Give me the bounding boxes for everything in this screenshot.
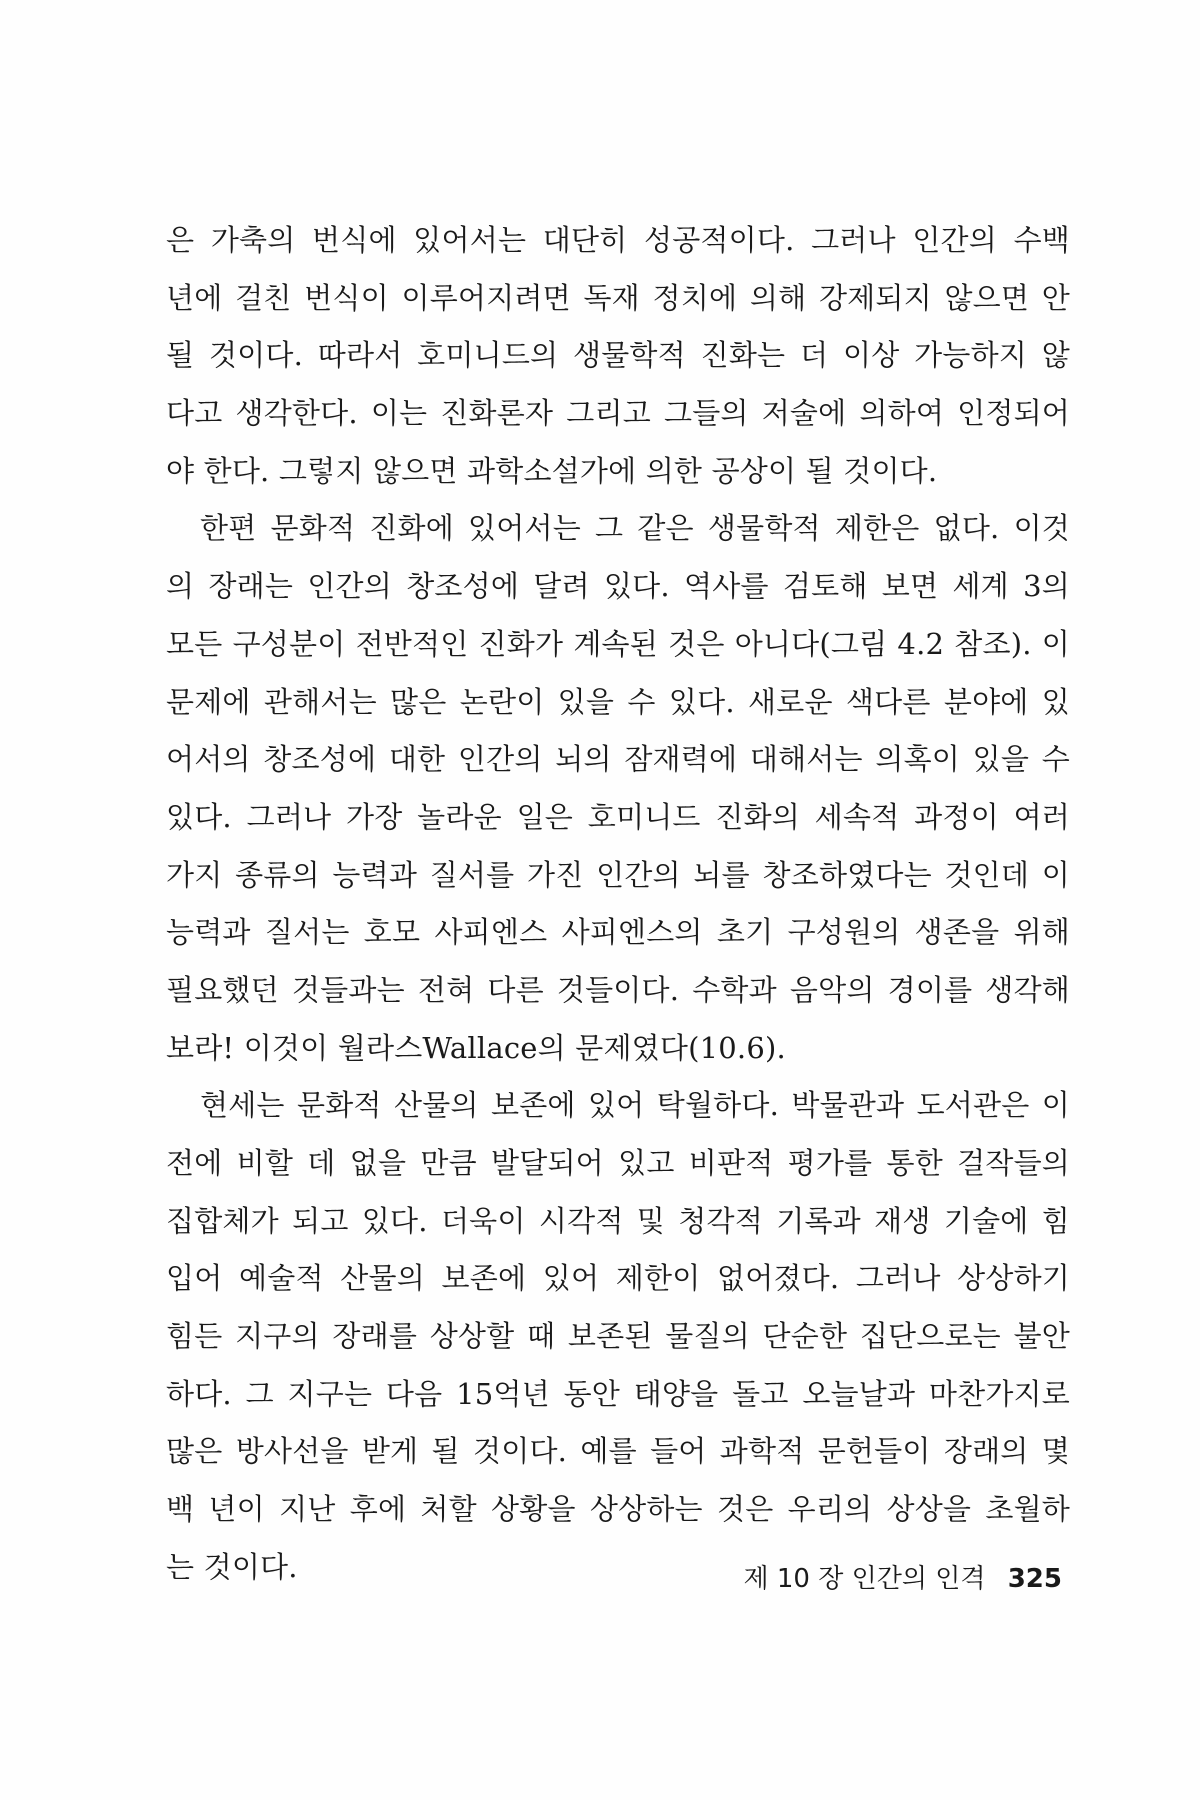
text-line: 문제에 관해서는 많은 논란이 있을 수 있다. 새로운 색다른 분야에 있 (166, 684, 1070, 719)
page-number: 325 (1007, 1564, 1062, 1594)
text-line: 는 것이다. (166, 1549, 298, 1584)
paragraph (166, 212, 1070, 500)
paragraph (166, 1077, 1070, 1596)
text-line: 능력과 질서는 호모 사피엔스 사피엔스의 초기 구성원의 생존을 위해 (166, 915, 1070, 950)
text-line: 다고 생각한다. 이는 진화론자 그리고 그들의 저술에 의하여 인정되어 (166, 396, 1070, 431)
text-line: 어서의 창조성에 대한 인간의 뇌의 잠재력에 대해서는 의혹이 있을 수 (166, 742, 1070, 777)
text-line: 년에 걸친 번식이 이루어지려면 독재 정치에 의해 강제되지 않으면 안 (166, 280, 1070, 315)
text-line: 하다. 그 지구는 다음 15억년 동안 태양을 돌고 오늘날과 마찬가지로 (166, 1376, 1070, 1411)
text-line: 될 것이다. 따라서 호미니드의 생물학적 진화는 더 이상 가능하지 않 (166, 338, 1070, 373)
running-footer (743, 1558, 1062, 1595)
text-line: 야 한다. 그렇지 않으면 과학소설가에 의한 공상이 될 것이다. (166, 453, 938, 488)
text-line: 집합체가 되고 있다. 더욱이 시각적 및 청각적 기록과 재생 기술에 힘 (166, 1203, 1070, 1238)
text-line: 입어 예술적 산물의 보존에 있어 제한이 없어졌다. 그러나 상상하기 (166, 1261, 1070, 1296)
text-line: 백 년이 지난 후에 처할 상황을 상상하는 것은 우리의 상상을 초월하 (166, 1492, 1070, 1527)
paragraph (166, 500, 1070, 1077)
text-line: 전에 비할 데 없을 만큼 발달되어 있고 비판적 평가를 통한 걸작들의 (166, 1146, 1070, 1180)
text-line: 있다. 그러나 가장 놀라운 일은 호미니드 진화의 세속적 과정이 여러 (166, 799, 1070, 834)
text-line: 많은 방사선을 받게 될 것이다. 예를 들어 과학적 문헌들이 장래의 몇 (166, 1434, 1070, 1469)
text-line: 모든 구성분이 전반적인 진화가 계속된 것은 아니다(그림 4.2 참조). 이 (166, 626, 1070, 661)
text-line: 의 장래는 인간의 창조성에 달려 있다. 역사를 검토해 보면 세계 3의 (166, 569, 1070, 604)
text-line: 한편 문화적 진화에 있어서는 그 같은 생물학적 제한은 없다. 이것 (200, 511, 1070, 546)
text-line: 현세는 문화적 산물의 보존에 있어 탁월하다. 박물관과 도서관은 이 (200, 1088, 1070, 1123)
text-line: 필요했던 것들과는 전혀 다른 것들이다. 수학과 음악의 경이를 생각해 (166, 972, 1070, 1007)
text-line: 보라! 이것이 월라스Wallace의 문제였다(10.6). (166, 1030, 786, 1065)
text-line: 가지 종류의 능력과 질서를 가진 인간의 뇌를 창조하였다는 것인데 이 (166, 857, 1070, 892)
text-line: 힘든 지구의 장래를 상상할 때 보존된 물질의 단순한 집단으로는 불안 (166, 1319, 1070, 1354)
text-line: 은 가축의 번식에 있어서는 대단히 성공적이다. 그러나 인간의 수백 (166, 223, 1070, 257)
chapter-title: 제 10 장 인간의 인격 (743, 1564, 986, 1594)
body-text (166, 212, 1070, 1597)
